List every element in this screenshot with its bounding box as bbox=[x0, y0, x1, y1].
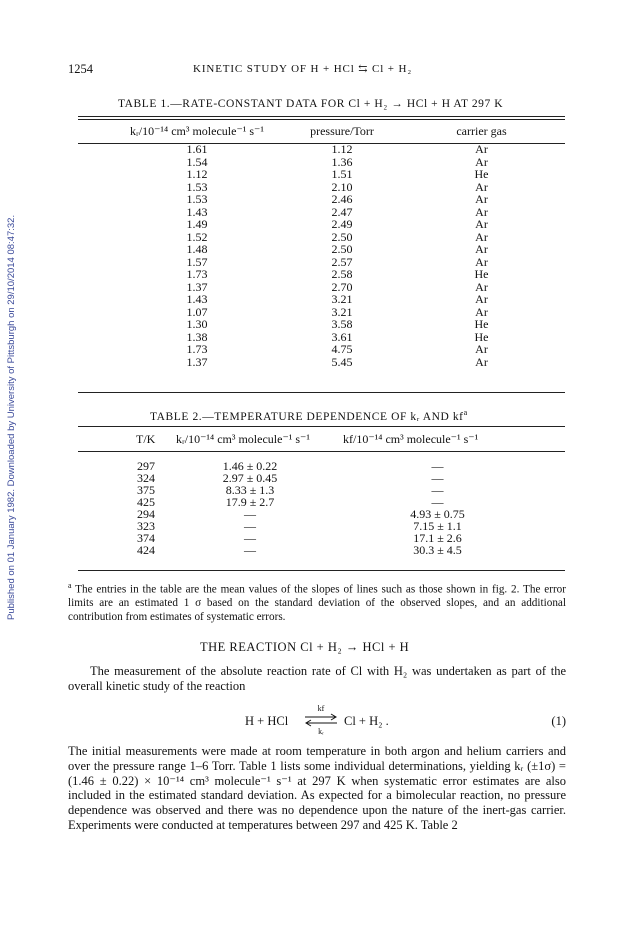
table-cell: Ar bbox=[475, 304, 488, 319]
table-cell: 1.51 bbox=[331, 167, 353, 181]
table-cell: — bbox=[431, 495, 444, 509]
table-cell: 1.57 bbox=[186, 254, 208, 269]
table-cell: 2.47 bbox=[331, 204, 353, 219]
table-cell: 375 bbox=[137, 483, 155, 497]
table-cell: — bbox=[431, 471, 444, 485]
table1-bottom-rule bbox=[78, 392, 565, 393]
table-cell: 3.58 bbox=[331, 317, 353, 331]
table-cell: 1.07 bbox=[186, 304, 208, 319]
table-cell: 1.53 bbox=[186, 192, 208, 206]
running-header bbox=[68, 62, 566, 78]
equation-1 bbox=[68, 704, 566, 738]
table-cell: 8.33 ± 1.3 bbox=[225, 483, 275, 497]
section-heading: THE REACTION Cl + H₂ → HCl + H bbox=[200, 640, 410, 654]
table-cell: — bbox=[244, 507, 256, 521]
table-cell: 1.12 bbox=[331, 142, 353, 156]
table-cell: 7.15 ± 1.1 bbox=[413, 519, 462, 533]
table-cell: 1.61 bbox=[186, 142, 208, 156]
equation-number: (1) bbox=[551, 714, 566, 728]
table-cell: Ar bbox=[475, 179, 488, 194]
table-cell: 1.48 bbox=[186, 242, 208, 256]
section-paragraph-1: The measurement of the absolute reaction rate of Cl with H₂ was undertaken as part of the overall kinetic study of the reaction bbox=[68, 664, 566, 693]
table-row bbox=[78, 256, 565, 269]
table-cell: 1.52 bbox=[186, 229, 208, 244]
table-cell: Ar bbox=[475, 142, 488, 156]
table-row bbox=[78, 193, 565, 206]
table-cell: He bbox=[474, 329, 489, 344]
table-cell: 2.70 bbox=[331, 279, 353, 294]
table-cell: He bbox=[474, 267, 489, 281]
table-row bbox=[78, 343, 565, 356]
table-cell: Ar bbox=[475, 204, 488, 219]
table-cell: 1.49 bbox=[186, 217, 208, 231]
table-cell: 2.58 bbox=[331, 267, 353, 281]
table-cell: 425 bbox=[137, 495, 155, 509]
table-cell: 1.37 bbox=[186, 279, 208, 294]
table-cell: — bbox=[431, 459, 444, 473]
table-cell: Ar bbox=[475, 354, 488, 369]
table-row bbox=[78, 356, 565, 369]
table-cell: Ar bbox=[475, 292, 488, 306]
table-cell: 1.53 bbox=[186, 179, 208, 194]
table-cell: 1.12 bbox=[186, 167, 208, 181]
table-cell: Ar bbox=[475, 342, 488, 356]
table-cell: Ar bbox=[475, 229, 488, 244]
table-row bbox=[78, 156, 565, 169]
table-cell: 2.49 bbox=[331, 217, 353, 231]
page-number: 1254 bbox=[68, 62, 93, 76]
table1 bbox=[78, 119, 565, 368]
table-cell: — bbox=[431, 483, 444, 497]
table1-body bbox=[78, 143, 565, 368]
table-cell: 3.61 bbox=[331, 329, 353, 344]
equation-right: Cl + H₂ . bbox=[344, 714, 389, 728]
table-cell: 1.73 bbox=[186, 342, 208, 356]
table-row bbox=[78, 318, 565, 331]
table-cell: 2.97 ± 0.45 bbox=[222, 471, 278, 485]
table-cell: He bbox=[474, 167, 489, 181]
table-cell: — bbox=[244, 519, 256, 533]
table-cell: 4.75 bbox=[331, 342, 353, 356]
table-cell: 2.10 bbox=[331, 179, 353, 194]
table-cell: 30.3 ± 4.5 bbox=[413, 543, 462, 557]
table2 bbox=[78, 460, 565, 556]
table-cell: 1.43 bbox=[186, 292, 208, 306]
table1-col-carrier: carrier gas bbox=[456, 123, 507, 138]
table-row bbox=[78, 143, 565, 156]
table-cell: 17.1 ± 2.6 bbox=[413, 531, 462, 545]
table-cell: 2.57 bbox=[331, 254, 353, 269]
equation-rate-forward: kf bbox=[317, 704, 325, 713]
table-row bbox=[78, 231, 565, 244]
table-row bbox=[78, 243, 565, 256]
table2-col-temperature: T/K bbox=[136, 432, 156, 446]
table1-header-rule bbox=[78, 143, 565, 144]
running-title: KINETIC STUDY OF H + HCl ⇆ Cl + H₂ bbox=[193, 63, 413, 75]
table-cell: 297 bbox=[137, 459, 155, 473]
table-cell: 3.21 bbox=[331, 292, 353, 306]
table-cell: 294 bbox=[137, 507, 155, 521]
table-cell: 4.93 ± 0.75 bbox=[410, 507, 465, 521]
table1-caption: TABLE 1.—RATE-CONSTANT DATA FOR Cl + H₂ → HCl + H AT 297 K bbox=[118, 98, 504, 110]
table1-top-rule bbox=[78, 116, 565, 117]
table-cell: Ar bbox=[475, 254, 488, 269]
table-cell: 5.45 bbox=[331, 354, 353, 369]
table-cell: 323 bbox=[137, 519, 155, 533]
publication-side-note: Published on 01 January 1982. Downloaded by University of Pittsburgh on 29/10/2014 08:47:32. bbox=[6, 214, 17, 620]
table2-body bbox=[78, 460, 565, 556]
table-cell: 1.46 ± 0.22 bbox=[222, 459, 278, 473]
table-cell: Ar bbox=[475, 154, 488, 169]
table-cell: 1.36 bbox=[331, 154, 353, 169]
table-row bbox=[78, 218, 565, 231]
table-cell: — bbox=[244, 531, 256, 545]
table-row bbox=[78, 268, 565, 281]
table1-col-rate: kᵣ/10⁻¹⁴ cm³ molecule⁻¹ s⁻¹ bbox=[130, 123, 264, 138]
equation-left: H + HCl bbox=[245, 714, 289, 728]
table1-col-pressure: pressure/Torr bbox=[310, 123, 374, 138]
table-cell: Ar bbox=[475, 279, 488, 294]
table-cell: Ar bbox=[475, 192, 488, 206]
table-row bbox=[78, 331, 565, 344]
table-cell: Ar bbox=[475, 242, 488, 256]
table2-header-rule bbox=[78, 451, 565, 452]
table-cell: 1.38 bbox=[186, 329, 208, 344]
table2-footnote: $^a$ The entries in the table are the mean values of the slopes of lines such as those shown in fig. 2. The error limits are an estimated 1 σ based on the standard deviation of the observed slopes, and an additional contribution from estimates of systematic errors. bbox=[68, 581, 566, 623]
table2-caption: TABLE 2.—TEMPERATURE DEPENDENCE OF kᵣ AND $kf^a$ bbox=[150, 408, 468, 423]
table-row bbox=[78, 544, 565, 556]
table-row bbox=[78, 306, 565, 319]
table1-header-row bbox=[78, 119, 565, 143]
table-cell: 324 bbox=[137, 471, 155, 485]
table-cell: 3.21 bbox=[331, 304, 353, 319]
table-cell: 17.9 ± 2.7 bbox=[225, 495, 275, 509]
table-row bbox=[78, 181, 565, 194]
table-cell: 1.73 bbox=[186, 267, 208, 281]
table-cell: 1.54 bbox=[186, 154, 208, 169]
section-paragraph-2: The initial measurements were made at room temperature in both argon and helium carriers and over the pressure range 1–6 Torr. Table 1 lists some individual determinations, yielding kᵣ (±1σ) = (1.46 ± 0.22) × 10⁻¹⁴ cm³ molecule⁻¹ s⁻¹ at 297 K when systematic error estimates are also included in the estimated standard deviation. As expected for a bimolecular reaction, no pressure dependence was observed and there was no dependence upon the nature of the inert-gas carrier. Experiments were conducted at temperatures between 297 and 425 K. Table 2 bbox=[68, 744, 566, 832]
table-row bbox=[78, 281, 565, 294]
table2-col-kf: kf/10⁻¹⁴ cm³ molecule⁻¹ s⁻¹ bbox=[343, 432, 479, 446]
table-cell: 1.30 bbox=[186, 317, 208, 331]
table2-bottom-rule bbox=[78, 570, 565, 571]
table-cell: 2.50 bbox=[331, 242, 353, 256]
table-cell: — bbox=[244, 543, 256, 557]
table-cell: 1.43 bbox=[186, 204, 208, 219]
table-row bbox=[78, 168, 565, 181]
table-cell: Ar bbox=[475, 217, 488, 231]
table-row bbox=[78, 206, 565, 219]
table-row bbox=[78, 293, 565, 306]
table-cell: 374 bbox=[137, 531, 155, 545]
equation-rate-reverse: kᵣ bbox=[318, 727, 324, 736]
equilibrium-arrows-icon bbox=[304, 713, 338, 727]
table-cell: 2.46 bbox=[331, 192, 353, 206]
table-cell: 2.50 bbox=[331, 229, 353, 244]
table-cell: 1.37 bbox=[186, 354, 208, 369]
table-cell: 424 bbox=[137, 543, 155, 557]
table2-col-kr: kᵣ/10⁻¹⁴ cm³ molecule⁻¹ s⁻¹ bbox=[176, 432, 310, 446]
table2-top-rule bbox=[78, 426, 565, 427]
table-cell: He bbox=[474, 317, 489, 331]
